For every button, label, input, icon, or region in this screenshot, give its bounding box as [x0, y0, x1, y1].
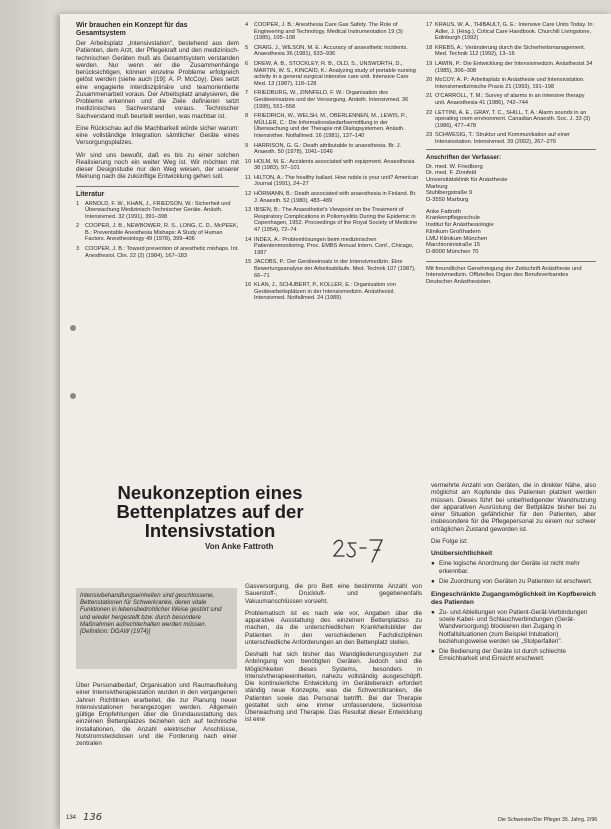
bullet-item: [431, 648, 596, 663]
page-number: 134: [66, 815, 77, 821]
reference-item: [245, 22, 420, 42]
scan-background: [0, 0, 60, 829]
reference-text: LAWIN, P.: Die Entwicklung der Intensivmedizin. Anästhesist 34 (1985), 306–308: [435, 60, 593, 74]
bullet-list-2: [431, 609, 596, 663]
reference-item: [426, 22, 596, 42]
paragraph: vermehrte Anzahl von Geräten, die in direkter Nähe, also möglichst am Kopfende des Patienten platziert werden müssen. Dieses führt bei unbefriedigender Wandnutzung der apparativen Ausrüstung der Bettplätze bisher bei zu einer Situation gefährlicher für den Patienten, aber insbesondere für die Pflegepersonal zu einem nur schwer erträglichen Zustand geworden ist.: [431, 482, 596, 533]
reference-number: 3: [76, 246, 80, 253]
paragraph: Über Personalbedarf, Organisation und Raumaufteilung einer Intensivtherapiestation wurden in den vergangenen Jahren Richtlinien erarbeitet, die zur Planung neuer Intensivstationen herangezogen werden. Allgemein gültige Empfehlungen über die Grundausstattung des einzelnen Bettenplatzes beziehen sich auf technische Installationen, die Anzahl elektrischer Anschlüsse, Notstromsteckdosen und die Forderung nach einer zentralen: [76, 682, 237, 747]
column-3-paragraphs: [431, 482, 596, 545]
reference-number: 23: [426, 132, 433, 139]
authors-heading: Anschriften der Verfasser:: [426, 154, 502, 161]
reference-number: 14: [245, 236, 252, 243]
reprint-note: Mit freundlicher Genehmigung der Zeitschrift Anästhesie und Intensivmedizin. Offizielles Organ des Berufsverbandes Deutscher Anästhesisten.: [426, 265, 582, 286]
reference-text: SCHWESIG, T.: Struktur und Kommunikation auf einer Intensivstation. Intensivmed. 39 (2002), 267–276: [435, 132, 570, 145]
reference-item: [76, 223, 239, 243]
reference-number: 2: [76, 223, 80, 230]
article-column-3: [431, 482, 596, 812]
reference-number: 1: [76, 200, 80, 207]
author-address: Anke Fattroth Krankenpflegeschule Institut für Anästhesiologie Klinikum Großhadern LMU Klinikum München Marchioninistraße 15 D-8000 München 70: [426, 208, 494, 255]
abstract-text: Intensivbehandlungseinheiten sind geschlossene, Bettenstationen für Schwerkranke, deren vitale Funktionen in lebensbedrohlicher Weise gestört sind und wieder hergestellt bzw. durch besondere Maßnahmen aufrechterhalten werden müssen. [Definition: DGAW (1974)]: [80, 592, 222, 636]
punch-hole: [70, 325, 76, 331]
reference-text: HILTON, A.: The healthy ballast. How noble is your unit? American Journal (1991), 24–27: [254, 174, 419, 188]
reference-number: 13: [245, 207, 252, 214]
author-address: Dr. med. W. Friedberg Dr. med. F. Zinnfeld Universitätsklinik für Anästhesie Marburg Stuhlbergstraße 9 D-3550 Marburg: [426, 163, 508, 204]
reference-number: 18: [426, 44, 433, 51]
literature-heading: Literatur: [76, 190, 105, 198]
reference-text: CRAIG, J., WILSON, M. E.: Accuracy of anaesthetic incidents. Anaesthesia 36 (1981), 933–936: [254, 44, 408, 58]
reference-number: 21: [426, 93, 433, 100]
reference-item: [245, 191, 420, 204]
reference-text: HARRISON, G. G.: Death attributable to anaesthesia. Br. J. Anaesth. 50 (1978), 1041–1046: [254, 142, 402, 156]
paragraph: Eine Rückschau auf die Machbarkeit würde sicher warum: eine vollständige Integration sämtlicher Geräte eines Versorgungsplatzes.: [76, 124, 239, 147]
reference-item: [245, 282, 420, 302]
subheading-uebersicht: Unübersichtlichkeit: [431, 550, 493, 557]
punch-hole: [70, 393, 76, 399]
reference-item: [245, 61, 420, 87]
byline: Von Anke Fattroth: [205, 542, 274, 551]
divider: [76, 186, 239, 187]
reference-text: DREW, A. B., STOCKLEY, R. B., OLD, S., UNSWORTH, D., MARTIN, W. S., KINCAID, K.: Analyzing study of portable nursing activity in a general surgical intensive care unit. Intensive Care Med. 13 (1987), 118–128: [254, 60, 416, 87]
paragraph: Wir sind uns bewußt, daß es bis zu einer solchen Realisierung noch ein weiter Weg ist. Wir möchten mit dieser Designstudie nur den Weg weisen, der unserer Meinung nach die zukünftige Entwicklung gehen soll.: [76, 151, 239, 181]
left-top-column: [76, 22, 239, 262]
bullet-text: Zu- und Ableitungen von Patient-Gerät-Verbindungen sowie Kabel- und Schlauchverbindungen (Gerät-Wandversorgung) blockieren den Zugang in Notfallsituationen (zum Beispiel Intubation) beziehungsweise werden sie „Stolperfallen".: [439, 608, 588, 645]
reference-text: HOLM, M. E.: Accidents associated with equipment. Anaesthesia 38 (1983), 97–101: [254, 158, 415, 172]
bullet-icon: ●: [431, 560, 435, 568]
bullet-list-1: [431, 560, 596, 585]
reference-number: 19: [426, 60, 433, 67]
reference-number: 10: [245, 158, 252, 165]
reference-item: [245, 159, 420, 172]
divider: [426, 261, 596, 262]
reference-number: 7: [245, 90, 249, 97]
reference-item: [426, 93, 596, 106]
article-column-2: [245, 583, 422, 729]
reference-text: INDEX, A.: Problemlösungen beim medizinischen Patientenmonitoring. Proc. EMBS Annual Intern. Conf., Chicago, 1987: [254, 236, 414, 256]
reference-item: [245, 175, 420, 188]
left-paragraphs: [76, 40, 239, 181]
reference-item: [426, 45, 596, 58]
bullet-item: [431, 609, 596, 645]
journal-footer: Die Schwester/Der Pfleger 35. Jahrg. 2/96: [498, 817, 598, 823]
reference-item: [245, 259, 420, 279]
bullet-icon: ●: [431, 648, 435, 656]
reference-text: McCOY, A. P.: Arbeitsplatz in Anästhesie und Intensivstation. Intensivmedizinische Praxis 21 (1993), 191–198: [435, 77, 585, 90]
handwritten-annotation: [330, 534, 386, 564]
reference-item: [245, 90, 420, 110]
reference-item: [245, 207, 420, 233]
paragraph: Problematisch ist es nach wie vor, Angaben über die apparative Ausstattung des einzelnen Bettenplatzes zu machen, da die unterschiedlichen Krankheitsbilder der Patienten in den verschiedenen Fachdisziplinen unterschiedliche Anforderungen an den Bettenplatz stellen.: [245, 609, 422, 646]
right-references: [426, 22, 596, 146]
reference-text: COOPER, J. B.: Toward prevention of anesthetic mishaps. Int. Anesthesiol. Clin. 22 (2) (1984), 167–183: [85, 246, 239, 259]
bullet-icon: ●: [431, 577, 435, 585]
article-column-1: [76, 682, 237, 752]
reference-item: [245, 45, 420, 58]
reference-text: ARNOLD, F. W., KHAN, J., FRIEDSON, W.: Sicherheit und Überwachung Medizinisch-Technischer Geräte. Anästh. Intensivmed. 32 (1991), 391–398: [85, 200, 231, 220]
reference-text: KREBS, A.: Veränderung durch die Sicherheitsmanagement. Med. Technik 112 (1992), 13–16: [435, 44, 586, 58]
reference-number: 5: [245, 44, 249, 51]
paragraph: Der Arbeitsplatz „Intensivstation", bestehend aus dem Patienten, dem Arzt, der Pflegekraft und den medizinisch-technischen Geräten muß als Gesamtsystem verstanden werden. Nur wenn wir die Zusammenhänge berücksichtigen, können einzelne Probleme erfolgreich gelöst werden (siehe auch [19]: A. P. McCoy). Dies setzt eine engagierte interdisziplinäre und teamorientierte Zusammenarbeit voraus. Der Arbeitsplatz analysieren, die Probleme erkennen und die Ziele definieren setzt medizinisches Sachverstand voraus. Technischer Sachverstand muß beurteilt werden, was machbar ist.: [76, 40, 239, 120]
bullet-icon: ●: [431, 608, 435, 616]
reference-item: [76, 201, 239, 221]
reference-number: 15: [245, 259, 252, 266]
reference-text: FRIEDRICH, W., WELSH, M., OBERLENNEN, M., LEWIS, P., MÜLLER, C.: Die Informationsbedarfsermittlung in der Überwachung und der Therapie mit Dialogsystemen. Anästh. Intensivther. Notfallmed. 16 (1981), 137–140: [254, 113, 408, 139]
mid-references: [245, 22, 420, 302]
reference-text: JACOBS, P.: Der Geräteeinsatz in der Intensivmedizin. Eine Bewertungsanalyse der Arbeitsabläufe. Med. Technik 107 (1987), 66–71: [254, 259, 416, 279]
reference-text: KRAUS, W. A., THIBAULT, G. E.: Intensive Care Units Today. In: Adler, J. (Hrsg.), Critical Care Handbook. Churchill Livingstone, Edinburgh (1992): [435, 22, 595, 42]
reference-item: [426, 110, 596, 130]
reference-text: COOPER, J. B., NEWBOWER, R. S., LONG, C. D., McPEEK, B.: Preventable Anesthesia Mishaps: A Study of Human Factors. Anesthesiology 49 (1978), 399–406: [85, 223, 239, 243]
bullet-text: Die Bedienung der Geräte ist durch schlechte Erreichbarkeit und Einsicht erschwert.: [439, 648, 567, 663]
paragraph: Deshalb hat sich bisher das Wandgliederungssystem zur Anbringung von benötigten Geräten. Jedoch sind die Möglichkeiten dieses Systems, besonders in Intensivtherapieeinheiten, nahezu vollständig ausgeschöpft. Die kontinuierliche Entwicklung im Gerätebereich erfordert ständig neue Konzepte, was die Schwerstkranken, die Patienten sowie das Personal betrifft. Bei der Therapie gestaltet sich eine immer umfassendere, lückenlose Überwachung und Therapie. Das Resultat dieser Entwicklung ist eine: [245, 651, 422, 724]
paragraph: Gasversorgung, die pro Bett eine bestimmte Anzahl von Sauerstoff-, Druckluft- und gegebenenfalls Vakuumanschlüssen vorsieht.: [245, 583, 422, 605]
paragraph: Die Folge ist:: [431, 537, 468, 545]
subheading-zugang: Eingeschränkte Zugangsmöglichkeit im Kopfbereich des Patienten: [431, 591, 596, 606]
reference-item: [426, 132, 596, 145]
bullet-item: [431, 578, 596, 585]
reference-number: 6: [245, 60, 249, 67]
bullet-item: [431, 560, 596, 575]
reference-text: HÖRMANN, B.: Death associated with anaesthesia in Finland. Br. J. Anaesth. 52 (1980), 483–489: [254, 191, 417, 204]
svg-text:136: 136: [83, 812, 103, 823]
reference-number: 22: [426, 109, 433, 116]
reference-number: 8: [245, 113, 249, 120]
reference-item: [245, 143, 420, 156]
reference-text: FRIEDBURG, W., ZINNFELD, F. W.: Organisation des Geräteeinsatzes und der Versorgung. Anästh. Intensivmed. 36 (1995), 551–558: [254, 90, 409, 110]
reference-item: [426, 77, 596, 90]
handwritten-page-number: [82, 808, 104, 824]
reference-number: 9: [245, 142, 249, 149]
reference-item: [245, 113, 420, 139]
reference-text: KLAN, J., SCHUBERT, P., KOLLER, E.: Organisation von Gerätearbeitsplätzen in der Intensivmedizin. Anästhesiol. Intensivmed. Notfallmed. 24 (1989): [254, 282, 396, 302]
abstract-box: [76, 588, 237, 669]
reference-item: [76, 246, 239, 259]
mid-top-column: [245, 22, 420, 305]
bullet-text: Die Zuordnung von Geräten zu Patienten ist erschwert.: [439, 577, 593, 585]
reference-number: 11: [245, 174, 251, 181]
reference-item: [426, 61, 596, 74]
reference-number: 12: [245, 191, 252, 198]
reference-text: COOPER, J. B.: Anesthesia Care Gas Safety. The Role of Engineering and Technology. Medical Instrumentation 19 (3) (1985), 105–108: [254, 22, 403, 42]
reference-number: 16: [245, 282, 252, 289]
reference-text: IBSEN, B.: The Anaesthetist's Viewpoint on the Treatment of Respiratory Complications in Poliomyelitis During the Epidemic in Copenhagen, 1952. Proceedings of the Royal Society of Medicine 47 (1954), 72–74: [254, 207, 418, 234]
reference-text: LETTINI, A. E., GRAY, T. C., SHILL, T. A.: Alarm sounds in an operating room environment. Canadian Anaesth. Soc. J. 33 (3) (1986), 477–478: [435, 109, 591, 129]
reference-number: 17: [426, 22, 433, 28]
reference-number: 4: [245, 22, 249, 28]
divider: [426, 149, 596, 150]
reference-number: 20: [426, 77, 433, 84]
section-heading: Wir brauchen ein Konzept für das Gesamtsystem: [76, 22, 188, 37]
left-references: [76, 201, 239, 260]
reference-text: O'CARROLL, T. M.: Survey of alarms in an intensive therapy unit. Anaesthesia 41 (1986), 742–744: [435, 93, 585, 106]
author-addresses: [426, 164, 596, 256]
bullet-text: Eine logische Anordnung der Geräte ist nicht mehr erkennbar.: [439, 560, 580, 575]
article-title: Neukonzeption eines Bettenplatzes auf der Intensivstation: [116, 482, 304, 541]
right-top-column: [426, 22, 596, 470]
reference-item: [245, 237, 420, 257]
